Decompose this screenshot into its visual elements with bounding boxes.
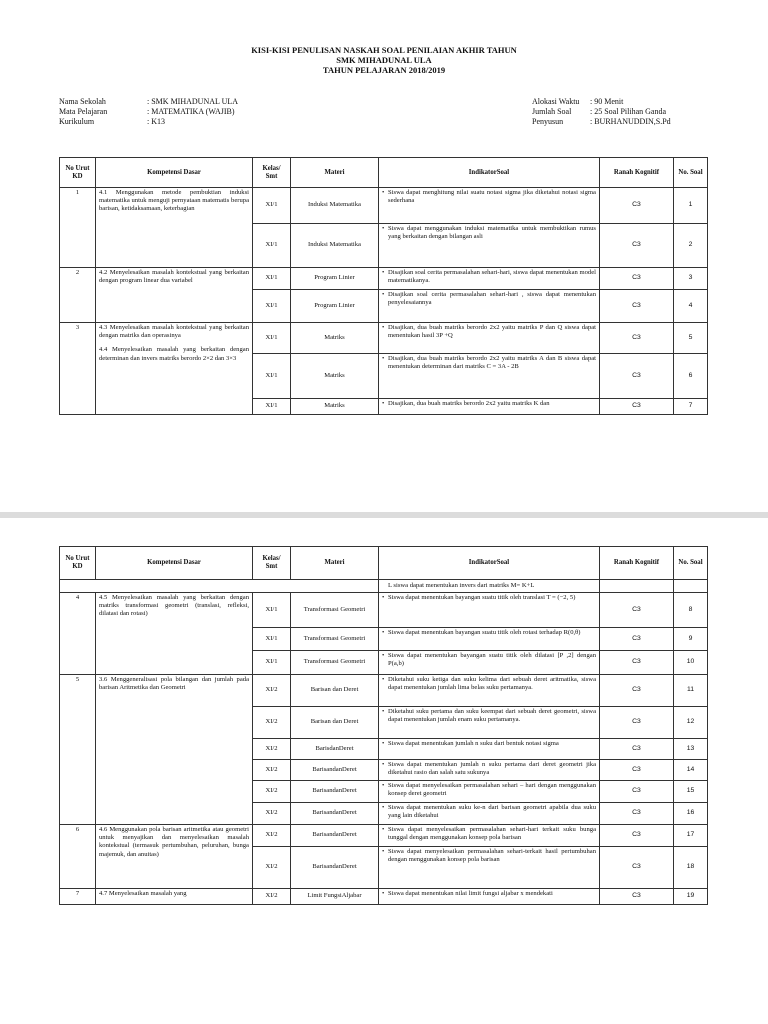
meta-label-author: Penyusun bbox=[532, 117, 564, 126]
indikator-cell: • Siswa dapat menentukan jumlah n suku pertama dari deret geometri jika diketahui rasio dan salah satu sukunya bbox=[379, 760, 600, 781]
kd-number: 1 bbox=[60, 188, 96, 268]
indikator-cell: • Siswa dapat menentukan bayangan suatu titik oleh rotasi terhadap R(0,θ) bbox=[379, 628, 600, 651]
col-header-nosoal: No. Soal bbox=[674, 547, 708, 580]
materi-cell: Program Linier bbox=[291, 268, 379, 290]
materi-cell: Limit FungsiAljabar bbox=[291, 889, 379, 905]
kelas-cell: XI/1 bbox=[253, 268, 291, 290]
materi-cell: BarisandanDeret bbox=[291, 825, 379, 847]
kd-text: 4.2 Menyelesaikan masalah kontekstual yang berkaitan dengan program linear dua variabel bbox=[96, 268, 253, 323]
col-header-kelas: Kelas/ Smt bbox=[253, 158, 291, 188]
indikator-cell: • Disajikan soal cerita permasalahan sehari-hari, siswa dapat menentukan model matematikanya. bbox=[379, 268, 600, 290]
indikator-cell: • Siswa dapat menentukan bayangan suatu titik oleh translasi T = (−2, 5) bbox=[379, 593, 600, 628]
meta-label-subject: Mata Pelajaran bbox=[59, 107, 108, 116]
indikator-cell: • Disajikan, dua buah matriks berordo 2x2 yaitu matriks K dan bbox=[379, 399, 600, 415]
col-header-kd: Kompetensi Dasar bbox=[96, 547, 253, 580]
kelas-cell: XI/2 bbox=[253, 739, 291, 760]
kd-number: 4 bbox=[60, 593, 96, 675]
meta-label-count: Jumlah Soal bbox=[532, 107, 572, 116]
nosoal-cell: 3 bbox=[674, 268, 708, 290]
materi-cell: Transformasi Geometri bbox=[291, 628, 379, 651]
col-header-ranah: Ranah Kognitif bbox=[600, 158, 674, 188]
kelas-cell: XI/2 bbox=[253, 847, 291, 889]
ranah-cell-empty bbox=[600, 580, 674, 593]
indikator-cell: • Siswa dapat menyelesaikan permasalahan sehari-hari terkait suku bunga tunggal dengan menggunakan konsep pola barisan bbox=[379, 825, 600, 847]
table-row bbox=[60, 675, 708, 707]
nosoal-cell-empty bbox=[674, 580, 708, 593]
indikator-cell: • Disajikan, dua buah matriks berordo 2x2 yaitu matriks A dan B siswa dapat menentukan determinan dari matriks C = 3A - 2B bbox=[379, 354, 600, 399]
kd-text: 4.7 Menyelesaikan masalah yang bbox=[96, 889, 253, 905]
meta-value-author: : BURHANUDDIN,S.Pd bbox=[590, 117, 671, 126]
table-row bbox=[60, 889, 708, 905]
table-row bbox=[60, 323, 708, 354]
nosoal-cell: 19 bbox=[674, 889, 708, 905]
doc-title-line3: TAHUN PELAJARAN 2018/2019 bbox=[322, 65, 446, 75]
continuation-spacer bbox=[60, 580, 379, 593]
meta-value-curriculum: : K13 bbox=[147, 117, 165, 126]
col-header-ranah: Ranah Kognitif bbox=[600, 547, 674, 580]
ranah-cell: C3 bbox=[600, 803, 674, 825]
meta-value-subject: : MATEMATIKA (WAJIB) bbox=[147, 107, 235, 116]
kd-text: 4.5 Menyelesaikan masalah yang berkaitan dengan matriks transformasi geometri (translasi, refleksi, dilatasi dan rotasi) bbox=[96, 593, 253, 675]
col-header-indikator: IndikatorSoal bbox=[379, 547, 600, 580]
materi-cell: Barisan dan Deret bbox=[291, 675, 379, 707]
materi-cell: Program Linier bbox=[291, 290, 379, 323]
kd-number: 2 bbox=[60, 268, 96, 323]
nosoal-cell: 18 bbox=[674, 847, 708, 889]
materi-cell: Induksi Matematika bbox=[291, 188, 379, 224]
kelas-cell: XI/1 bbox=[253, 323, 291, 354]
meta-value-school: : SMK MIHADUNAL ULA bbox=[147, 97, 239, 106]
nosoal-cell: 2 bbox=[674, 224, 708, 268]
kelas-cell: XI/1 bbox=[253, 651, 291, 675]
ranah-cell: C3 bbox=[600, 593, 674, 628]
materi-cell: Matriks bbox=[291, 323, 379, 354]
ranah-cell: C3 bbox=[600, 188, 674, 224]
indikator-cell: • Siswa dapat menghitung nilai suatu notasi sigma jika diketahui notasi sigma sederhana bbox=[379, 188, 600, 224]
ranah-cell: C3 bbox=[600, 847, 674, 889]
col-header-kelas: Kelas/ Smt bbox=[253, 547, 291, 580]
meta-value-count: : 25 Soal Pilihan Ganda bbox=[590, 107, 666, 116]
col-header-materi: Materi bbox=[291, 547, 379, 580]
ranah-cell: C3 bbox=[600, 290, 674, 323]
kd-text bbox=[96, 323, 253, 415]
indikator-cell: • Siswa dapat menggunakan induksi matematika untuk membuktikan rumus yang berkaitan dengan bilangan asli bbox=[379, 224, 600, 268]
ranah-cell: C3 bbox=[600, 268, 674, 290]
nosoal-cell: 15 bbox=[674, 781, 708, 803]
doc-title-line1: KISI-KISI PENULISAN NASKAH SOAL PENILAIAN AKHIR TAHUN bbox=[251, 45, 517, 55]
table-row bbox=[60, 268, 708, 290]
col-header-nosoal: No. Soal bbox=[674, 158, 708, 188]
table-row bbox=[60, 825, 708, 847]
kelas-cell: XI/2 bbox=[253, 781, 291, 803]
indikator-cell: • Disajikan, dua buah matriks berordo 2x2 yaitu matriks P dan Q siswa dapat menentukan hasil 3P +Q bbox=[379, 323, 600, 354]
kd-number: 6 bbox=[60, 825, 96, 889]
kd-number: 3 bbox=[60, 323, 96, 415]
indikator-cell: • Siswa dapat menentukan nilai limit fungsi aljabar x mendekati bbox=[379, 889, 600, 905]
ranah-cell: C3 bbox=[600, 760, 674, 781]
kd-number: 7 bbox=[60, 889, 96, 905]
ranah-cell: C3 bbox=[600, 889, 674, 905]
indikator-cell: • Siswa dapat menentukan suku ke-n dari barisan geometri apabila dua suku yang lain diketahui bbox=[379, 803, 600, 825]
nosoal-cell: 11 bbox=[674, 675, 708, 707]
materi-cell: Transformasi Geometri bbox=[291, 651, 379, 675]
table-header-row bbox=[60, 158, 708, 188]
materi-cell: Induksi Matematika bbox=[291, 224, 379, 268]
nosoal-cell: 9 bbox=[674, 628, 708, 651]
kelas-cell: XI/1 bbox=[253, 628, 291, 651]
ranah-cell: C3 bbox=[600, 675, 674, 707]
materi-cell: Transformasi Geometri bbox=[291, 593, 379, 628]
indikator-cell: • Siswa dapat menyelesaikan permasalahan sehari-terkait hasil pertumbuhan dengan menggunakan konsep pola barisan bbox=[379, 847, 600, 889]
meta-label-curriculum: Kurikulum bbox=[59, 117, 95, 126]
document-page-2 bbox=[0, 518, 768, 1024]
materi-cell: BarisandanDeret bbox=[291, 760, 379, 781]
ranah-cell: C3 bbox=[600, 323, 674, 354]
kelas-cell: XI/2 bbox=[253, 803, 291, 825]
table-row-continuation bbox=[60, 580, 708, 593]
kelas-cell: XI/1 bbox=[253, 354, 291, 399]
nosoal-cell: 5 bbox=[674, 323, 708, 354]
materi-cell: BarisandanDeret bbox=[291, 847, 379, 889]
kelas-cell: XI/1 bbox=[253, 224, 291, 268]
col-header-no: No Urut KD bbox=[60, 547, 96, 580]
kelas-cell: XI/1 bbox=[253, 290, 291, 323]
ranah-cell: C3 bbox=[600, 399, 674, 415]
kelas-cell: XI/2 bbox=[253, 707, 291, 739]
kisi-table-page2 bbox=[59, 546, 708, 905]
nosoal-cell: 8 bbox=[674, 593, 708, 628]
col-header-indikator: IndikatorSoal bbox=[379, 158, 600, 188]
materi-cell: BarisdanDeret bbox=[291, 739, 379, 760]
kelas-cell: XI/1 bbox=[253, 593, 291, 628]
ranah-cell: C3 bbox=[600, 825, 674, 847]
kelas-cell: XI/1 bbox=[253, 188, 291, 224]
nosoal-cell: 16 bbox=[674, 803, 708, 825]
col-header-materi: Materi bbox=[291, 158, 379, 188]
meta-label-time: Alokasi Waktu bbox=[532, 97, 580, 106]
ranah-cell: C3 bbox=[600, 739, 674, 760]
materi-cell: BarisandanDeret bbox=[291, 781, 379, 803]
kelas-cell: XI/1 bbox=[253, 399, 291, 415]
indikator-cell: • Siswa dapat menentukan bayangan suatu titik oleh dilatasi [P ,2] dengan P(a,b) bbox=[379, 651, 600, 675]
ranah-cell: C3 bbox=[600, 354, 674, 399]
nosoal-cell: 17 bbox=[674, 825, 708, 847]
kelas-cell: XI/2 bbox=[253, 825, 291, 847]
meta-value-time: : 90 Menit bbox=[590, 97, 624, 106]
ranah-cell: C3 bbox=[600, 781, 674, 803]
ranah-cell: C3 bbox=[600, 651, 674, 675]
nosoal-cell: 12 bbox=[674, 707, 708, 739]
kd-text-b: 4.4 Menyelesaikan masalah yang berkaitan dengan determinan dan invers matriks berordo 2×2 dan 3×3 bbox=[99, 346, 249, 362]
materi-cell: Matriks bbox=[291, 354, 379, 399]
indikator-cell: • Diketahui suku ketiga dan suku kelima dari sebuah deret aritmatika, siswa dapat menentukan jumlah lima belas suku pertamanya. bbox=[379, 675, 600, 707]
meta-label-school: Nama Sekolah bbox=[59, 97, 106, 106]
nosoal-cell: 4 bbox=[674, 290, 708, 323]
table-header-row bbox=[60, 547, 708, 580]
indikator-cell: • Disajikan soal cerita permasalahan sehari-hari , siswa dapat menentukan penyelesaiannya bbox=[379, 290, 600, 323]
nosoal-cell: 13 bbox=[674, 739, 708, 760]
kelas-cell: XI/2 bbox=[253, 675, 291, 707]
nosoal-cell: 14 bbox=[674, 760, 708, 781]
kd-number: 5 bbox=[60, 675, 96, 825]
kelas-cell: XI/2 bbox=[253, 760, 291, 781]
col-header-no: No Urut KD bbox=[60, 158, 96, 188]
nosoal-cell: 6 bbox=[674, 354, 708, 399]
nosoal-cell: 10 bbox=[674, 651, 708, 675]
doc-title-line2: SMK MIHADUNAL ULA bbox=[336, 55, 432, 65]
kelas-cell: XI/2 bbox=[253, 889, 291, 905]
indikator-continuation: L siswa dapat menentukan invers dari matriks M= K+L bbox=[379, 580, 600, 593]
kisi-table-page1 bbox=[59, 157, 708, 415]
col-header-kd: Kompetensi Dasar bbox=[96, 158, 253, 188]
ranah-cell: C3 bbox=[600, 224, 674, 268]
materi-cell: Barisan dan Deret bbox=[291, 707, 379, 739]
table-row bbox=[60, 593, 708, 628]
materi-cell: BarisandanDeret bbox=[291, 803, 379, 825]
kd-text: 4.6 Menggunakan pola barisan aritmetika atau geometri untuk menyajikan dan menyelesaikan masalah kontekstual (termasuk pertumbuhan, peluruhan, bunga majemuk, dan anuitas) bbox=[96, 825, 253, 889]
materi-cell: Matriks bbox=[291, 399, 379, 415]
nosoal-cell: 1 bbox=[674, 188, 708, 224]
kd-text: 3.6 Menggeneralisasi pola bilangan dan jumlah pada barisan Aritmetika dan Geometri bbox=[96, 675, 253, 825]
indikator-cell: • Diketahui suku pertama dan suku keempat dari sebuah deret geometri, siswa dapat menentukan jumlah enam suku pertamanya. bbox=[379, 707, 600, 739]
ranah-cell: C3 bbox=[600, 707, 674, 739]
table-row bbox=[60, 188, 708, 224]
kd-text: 4.1 Menggunakan metode pembuktian induksi matematika untuk menguji pernyataan matematis berupa barisan, ketidaksamaan, keterbagian bbox=[96, 188, 253, 268]
nosoal-cell: 7 bbox=[674, 399, 708, 415]
indikator-cell: • Siswa dapat menyelesaikan permasalahan sehari – hari dengan menggunakan konsep deret geometri bbox=[379, 781, 600, 803]
ranah-cell: C3 bbox=[600, 628, 674, 651]
kd-text-a: 4.3 Menyelesaikan masalah kontekstual yang berkaitan dengan matriks dan operasinya bbox=[99, 324, 249, 340]
indikator-cell: • Siswa dapat menentukan jumlah n suku dari bentuk notasi sigma bbox=[379, 739, 600, 760]
